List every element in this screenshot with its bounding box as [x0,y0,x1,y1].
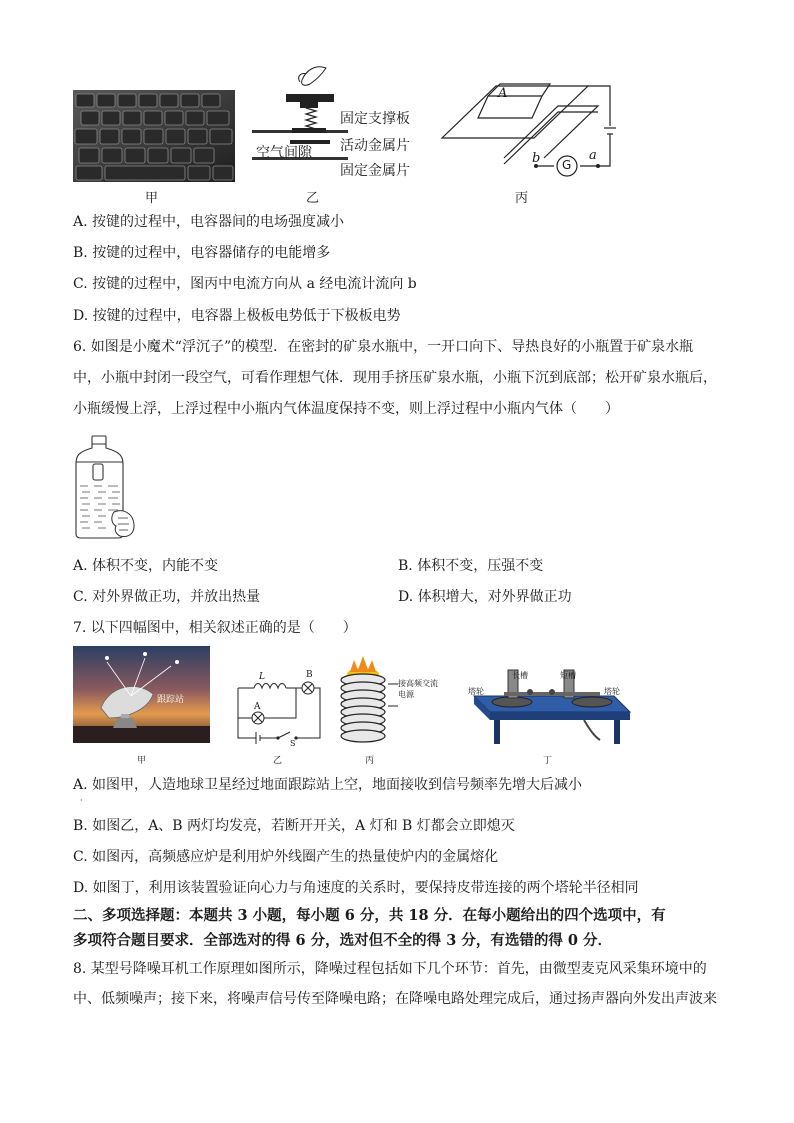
q7-figure-label-bing: 丙 [365,756,375,766]
q8-stem-line2: 中、低频噪声；接下来，将噪声信号传至降噪电路；在降噪电路处理完成后，通过扬声器向外发出声波来 [73,991,717,1007]
label-point-a: a [589,148,597,163]
inductor-label: L [259,672,265,682]
section2-heading-line1: 二、多项选择题：本题共 3 小题，每小题 6 分，共 18 分．在每小题给出的四个选项中，有 [73,907,666,924]
figure-label-bing: 丙 [515,191,529,206]
figure-label-yi: 乙 [306,191,320,206]
label-movable-plate: 活动金属片 [340,138,410,154]
label-key-A: A [498,86,508,101]
q8-stem-line1: 8. 某型号降噪耳机工作原理如图所示，降噪过程包括如下几个环节：首先，由微型麦克风采集环境中的 [73,961,707,977]
centripetal-force-apparatus [464,660,636,748]
keyboard-photo [73,90,235,182]
self-induction-circuit [232,670,324,748]
lamp-a-label: A [254,702,261,712]
tracking-station-photo [73,646,210,743]
q7-figure-label-ding: 丁 [543,756,553,766]
label-air-gap: 空气间隙 [256,145,312,161]
tower-wheel-left-label: 塔轮 [468,687,484,696]
q5-option-d: D. 按键的过程中，电容器上极板电势低于下极板电势 [73,308,401,324]
tower-wheel-right-label: 塔轮 [604,687,620,696]
label-fixed-plate: 固定金属片 [340,163,410,179]
q7-option-b: B. 如图乙，A、B 两灯均发亮，若断开开关，A 灯和 B 灯都会立即熄灭 [73,818,515,834]
q7-option-d: D. 如图丁，利用该装置验证向心力与角速度的关系时，要保持皮带连接的两个塔轮半径相同 [73,880,639,896]
section2-heading-line2: 多项符合题目要求．全部选对的得 6 分，选对但不全的得 3 分，有选错的得 0 分． [73,932,613,949]
q6-stem-line1: 6. 如图是小魔术“浮沉子”的模型．在密封的矿泉水瓶中，一开口向下、导热良好的小瓶置于矿泉水瓶 [73,339,694,355]
q6-stem-line2: 中，小瓶中封闭一段空气，可看作理想气体．现用手挤压矿泉水瓶，小瓶下沉到底部；松开矿泉水瓶后， [73,370,717,386]
q7-option-c: C. 如图丙，高频感应炉是利用炉外线圈产生的热量使炉内的金属熔化 [73,849,499,865]
q5-option-c: C. 按键的过程中，图丙中电流方向从 a 经电流计流向 b [73,276,417,292]
short-groove-label: 短槽 [560,671,576,680]
figure-label-jia: 甲 [145,191,159,206]
q5-option-a: A. 按键的过程中，电容器间的电场强度减小 [73,214,345,230]
hf-power-label: 接高频交流电源 [398,679,438,699]
q6-option-b: B. 体积不变，压强不变 [398,558,544,574]
stray-dot: · [80,796,83,805]
induction-furnace [336,652,390,748]
q6-option-a: A. 体积不变，内能不变 [73,558,219,574]
q6-option-d: D. 体积增大，对外界做正功 [398,589,572,605]
label-fixed-support: 固定支撑板 [340,111,410,127]
q7-option-a: A. 如图甲，人造地球卫星经过地面跟踪站上空，地面接收到信号频率先增大后减小 [73,777,583,793]
q6-option-c: C. 对外界做正功，并放出热量 [73,589,261,605]
long-groove-label: 长槽 [512,671,528,680]
switch-label: S [290,739,296,748]
q7-stem: 7. 以下四幅图中，相关叙述正确的是（ ） [73,620,357,636]
galvanometer-label: G [562,158,572,172]
label-point-b: b [532,151,541,166]
capacitor-circuit-diagram [438,76,618,186]
cartesian-diver-bottle [72,434,136,540]
q7-figure-label-jia: 甲 [137,756,147,766]
q5-option-b: B. 按键的过程中，电容器储存的电能增多 [73,245,331,261]
q6-stem-line3: 小瓶缓慢上浮，上浮过程中小瓶内气体温度保持不变，则上浮过程中小瓶内气体（ ） [73,401,619,417]
tracking-station-label: 跟踪站 [157,695,185,705]
lamp-b-label: B [306,670,313,680]
q7-figure-label-yi: 乙 [273,756,283,766]
